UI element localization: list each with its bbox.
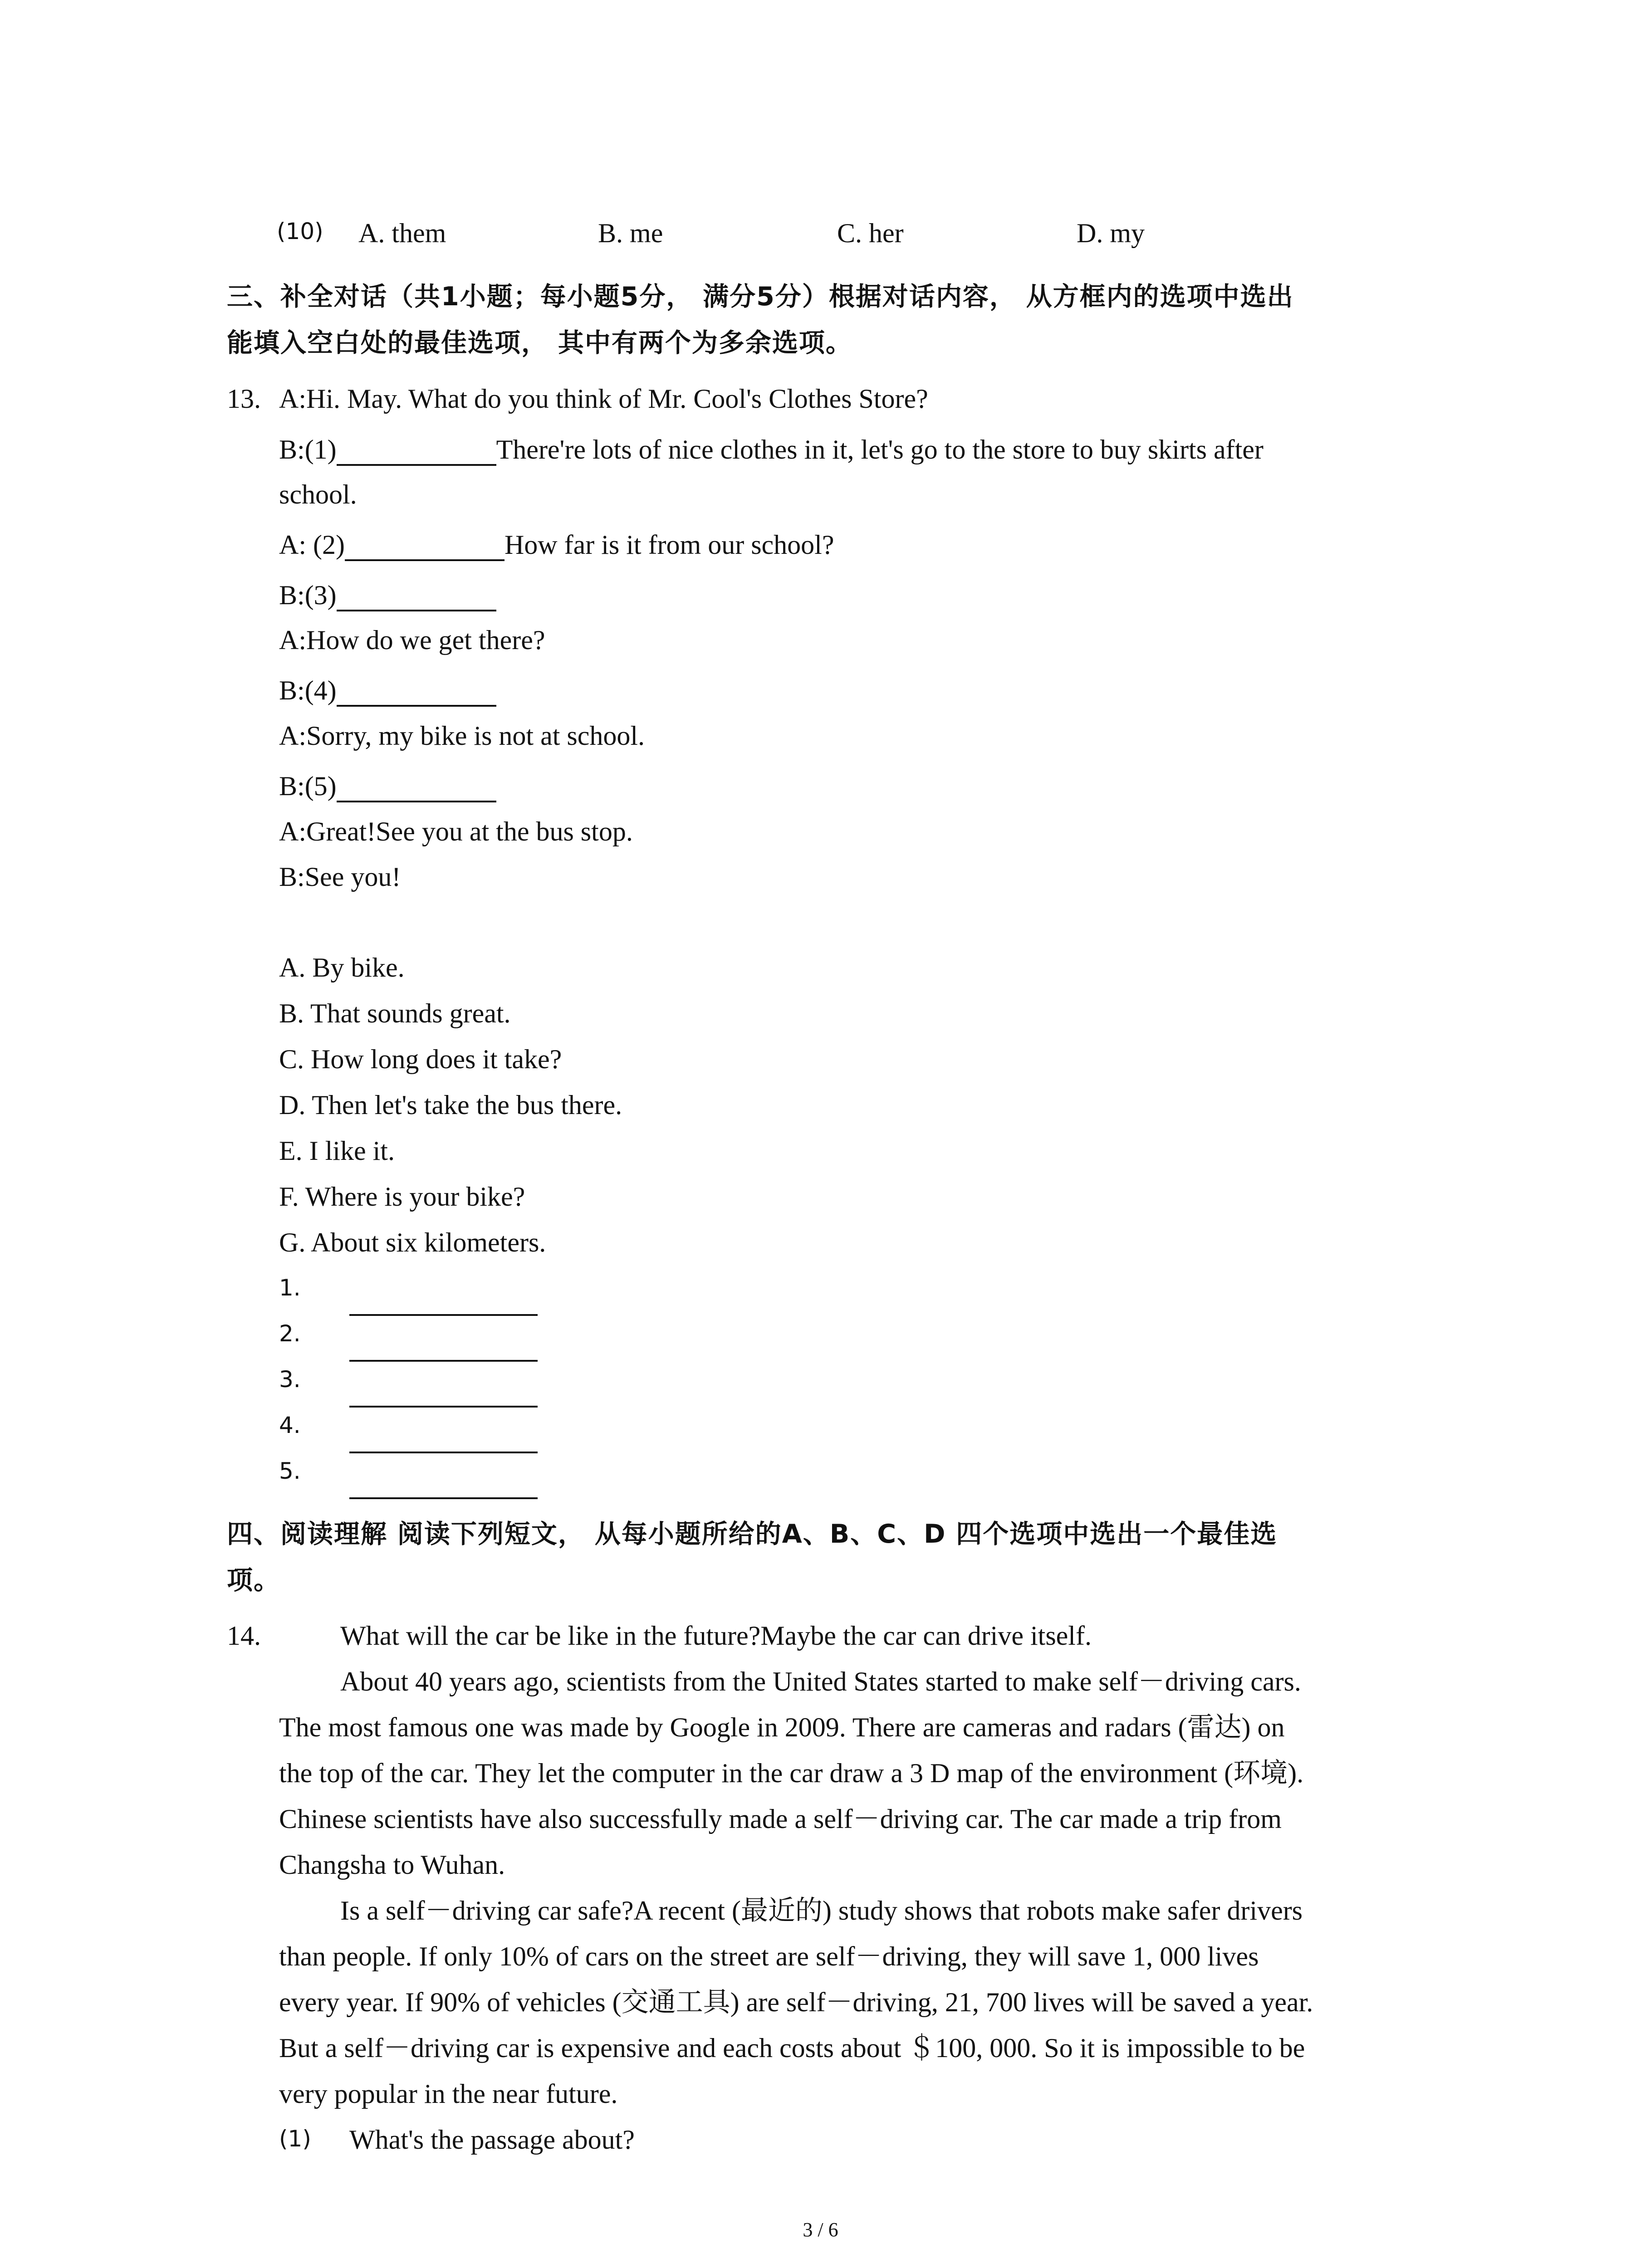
option-b: B. me xyxy=(598,218,663,248)
dialog-line xyxy=(279,674,496,707)
dialog-line: B:See you! xyxy=(279,862,401,892)
section-heading-cont: 项。 xyxy=(227,1565,280,1595)
sub-question-number: (1) xyxy=(279,2126,311,2152)
answer-number: 3. xyxy=(279,1366,301,1393)
answer-number: 5. xyxy=(279,1458,301,1484)
answer-number: 2. xyxy=(279,1320,301,1347)
passage-line: the top of the car. They let the computer in the car draw a 3 D map of the environment (环境). xyxy=(279,1758,1304,1788)
answer-blank xyxy=(337,678,496,707)
passage-line: But a self－driving car is expensive and each costs about ＄100, 000. So it is impossible to be xyxy=(279,2033,1305,2063)
dialog-line: A:Sorry, my bike is not at school. xyxy=(279,721,645,751)
dialog-line: A:How do we get there? xyxy=(279,625,545,655)
option-d: D. my xyxy=(1077,218,1145,248)
dialog-line xyxy=(279,528,834,561)
dialog-text: There're lots of nice clothes in it, let's go to the store to buy skirts after xyxy=(496,435,1264,464)
dialog-text: How far is it from our school? xyxy=(504,530,834,560)
passage-line: Changsha to Wuhan. xyxy=(279,1850,505,1880)
choice-option: G. About six kilometers. xyxy=(279,1227,546,1257)
passage-line: than people. If only 10% of cars on the street are self－driving, they will save 1, 000 lives xyxy=(279,1941,1259,1971)
section-heading: 四、阅读理解 阅读下列短文， 从每小题所给的A、B、C、D 四个选项中选出一个最佳选 xyxy=(227,1519,1278,1549)
choice-option: C. How long does it take? xyxy=(279,1044,562,1074)
question-number: 14. xyxy=(227,1621,261,1651)
page-number: 3 / 6 xyxy=(803,2219,838,2241)
passage-line: About 40 years ago, scientists from the United States started to make self－driving cars. xyxy=(340,1667,1301,1696)
answer-blank xyxy=(337,582,496,611)
answer-blank xyxy=(337,437,496,466)
passage-line: The most famous one was made by Google in 2009. There are cameras and radars (雷达) on xyxy=(279,1712,1285,1742)
answer-number: 1. xyxy=(279,1275,301,1301)
answer-line xyxy=(349,1360,538,1362)
passage-line: very popular in the near future. xyxy=(279,2079,618,2109)
passage-line: every year. If 90% of vehicles (交通工具) are self－driving, 21, 700 lives will be saved a year. xyxy=(279,1987,1313,2017)
answer-line xyxy=(349,1497,538,1499)
answer-line xyxy=(349,1314,538,1316)
choice-option: A. By bike. xyxy=(279,953,405,982)
section-heading: 三、补全对话（共1小题；每小题5分， 满分5分）根据对话内容， 从方框内的选项中选出 xyxy=(227,282,1294,312)
passage-line: Chinese scientists have also successfully made a self－driving car. The car made a trip from xyxy=(279,1804,1282,1834)
choice-option: B. That sounds great. xyxy=(279,998,511,1028)
passage-line: What will the car be like in the future?Maybe the car can drive itself. xyxy=(340,1621,1092,1651)
dialog-line: A:Hi. May. What do you think of Mr. Cool's Clothes Store? xyxy=(279,384,928,414)
answer-line xyxy=(349,1406,538,1408)
answer-number: 4. xyxy=(279,1412,301,1438)
question-number: 13. xyxy=(227,384,261,414)
passage-line: Is a self－driving car safe?A recent (最近的) study shows that robots make safer drivers xyxy=(340,1896,1303,1926)
section-heading-cont: 能填入空白处的最佳选项， 其中有两个为多余选项。 xyxy=(227,328,852,358)
sub-question-text: What's the passage about? xyxy=(349,2125,635,2155)
dialog-speaker: B:(3) xyxy=(279,580,337,610)
dialog-speaker: B:(4) xyxy=(279,675,337,705)
dialog-speaker: B:(1) xyxy=(279,435,337,464)
dialog-line xyxy=(279,579,496,611)
choice-option: F. Where is your bike? xyxy=(279,1182,525,1212)
question-number: (10) xyxy=(277,218,323,244)
dialog-line: school. xyxy=(279,479,357,509)
option-a: A. them xyxy=(358,218,446,248)
dialog-line: A:Great!See you at the bus stop. xyxy=(279,816,633,846)
choice-option: E. I like it. xyxy=(279,1136,395,1166)
dialog-speaker: B:(5) xyxy=(279,771,337,801)
answer-line xyxy=(349,1452,538,1453)
answer-blank xyxy=(337,773,496,802)
answer-blank xyxy=(345,532,505,561)
option-c: C. her xyxy=(837,218,904,248)
dialog-speaker: A: (2) xyxy=(279,530,345,560)
choice-option: D. Then let's take the bus there. xyxy=(279,1090,622,1120)
dialog-line xyxy=(279,770,496,802)
dialog-line xyxy=(279,433,1264,466)
